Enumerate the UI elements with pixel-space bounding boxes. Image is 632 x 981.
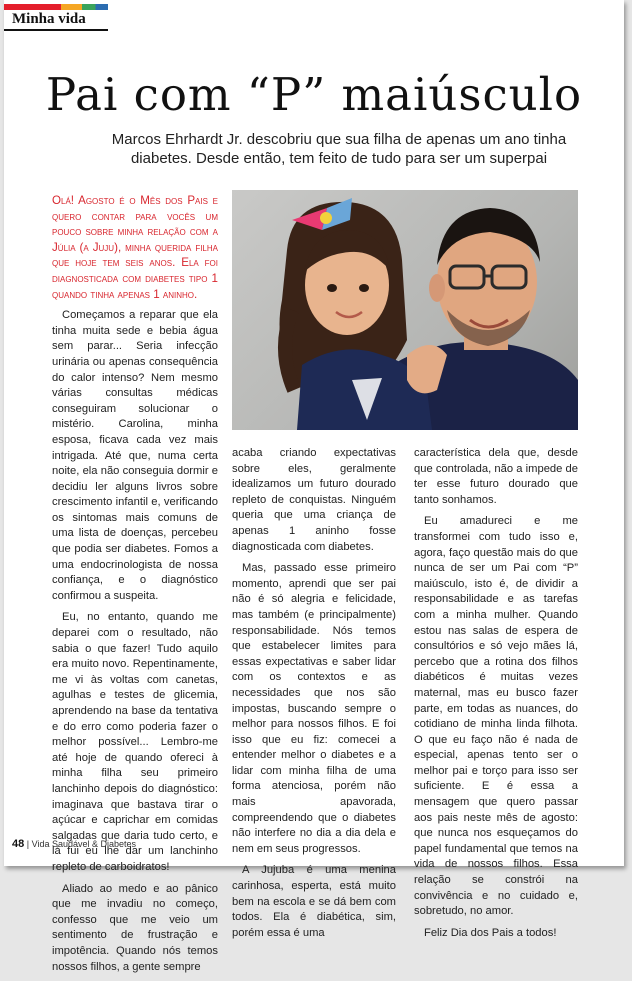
body-paragraph: Eu amadureci e me transformei com tudo isso e, agora, faço questão mais do que nunca de ser um Pai com “P” maiúsculo, isto é, de dividir a responsabilidade e as tarefas com a minha mulher. Quando estou nas salas de espera de consultórios e só vejo mães lá, percebo que a rotina dos filhos diabéticos é muitas vezes maternal, mas eu busco fazer parte, em todas as nuances, do cotidiano de minha linda filhota. O que eu faço não é nada de especial, apenas tento ser o melhor pai e torço para isso ser suficiente. E é essa a mensagem que quero passar aos pais neste mês de agosto: que nunca nos esqueçamos do papel fundamental que temos na vida de nossos filhos. Essa relação se constrói na convivência e no cuidado e, sobretudo, no amor. [414, 515, 578, 918]
article-title: Pai com “P” maiúsculo [45, 68, 583, 121]
body-paragraph: acaba criando expectativas sobre eles, geralmente idealizamos um futuro dourado repleto de conquistas. Ninguém queria que uma criança de apenas 1 aninho fosse diagnosticada com diabetes. [232, 447, 396, 553]
section-rule [4, 29, 108, 31]
text-column-1 [52, 193, 218, 981]
body-paragraph: Mas, passado esse primeiro momento, aprendi que ser pai não é só alegria e felicidade, mas também (e principalmente) responsabilidade. Nós temos que estabelecer limites para essas expectativas e saber lidar com os contextos e as necessidades que nos são impostas, buscando sempre o melhor para nossos filhos. E foi isso que eu fiz: comecei a entender melhor o diabetes e a lidar com minha filha de uma forma atenciosa, porém não mais apavorada, compreendendo que o diabetes não interfere no dia a dia dela e nem em seus progressos. [232, 562, 396, 855]
closing-line: Feliz Dia dos Pais a todos! [424, 926, 557, 939]
lead-paragraph: Olá! Agosto é o Mês dos Pais e quero contar para vocês um pouco sobre minha relação com a Júlia (a Juju), minha querida filha que hoje tem seis anos. Ela foi diagnosticada com diabetes tipo 1 quando tinha apenas 1 aninho. [52, 194, 218, 301]
body-paragraph: Começamos a reparar que ela tinha muita sede e bebia água sem parar... Seria infecção urinária ou apenas consequência do calor intenso? Nem mesmo várias consultas médicas conseguiram solucionar o mistério. Carolina, minha esposa, ficava cada vez mais intrigada. Até que, numa certa noite, ela não conseguia dormir e decidiu ler alguns livros sobre crescimento infantil e, verificando os sintomas mais comuns de uma lista de doenças, percebeu que podia ser diabetes. Fomos a uma endocrinologista de nossa confiança, e o diagnóstico confirmou a suspeita. [52, 309, 218, 602]
text-column-3 [414, 446, 578, 947]
magazine-name: | Vida Saudável & Diabetes [26, 839, 137, 849]
father-daughter-photo [232, 190, 578, 430]
body-paragraph: Eu, no entanto, quando me deparei com o resultado, não sabia o que fazer! Tudo aquilo era muito novo. Repentinamente, me vi às voltas com canetas, agulhas e testes de glicemia, aprendendo na base da tentativa e do erro como poderia fazer o melhor possível... Lembro-me até hoje de quando ofereci à minha filha seu primeiro lanchinho depois do diagnóstico: imaginava que bastava tirar o açúcar e caprichar em comidas salgadas que daria tudo certo, e lá fui eu lhe dar um lanchinho repleto de carboidratos! [52, 611, 218, 873]
text-column-2 [232, 446, 396, 947]
article-subtitle: Marcos Ehrhardt Jr. descobriu que sua filha de apenas um ano tinha diabetes. Desde então, tem feito de tudo para ser um superpai [111, 131, 567, 167]
section-tag [4, 4, 108, 31]
page-number: 48 [12, 838, 25, 850]
photo-illustration [232, 190, 578, 430]
page-footer [12, 838, 136, 850]
section-label: Minha vida [12, 11, 86, 27]
body-paragraph: característica dela que, desde que controlada, não a impede de ter esse futuro dourado que tanto sonhamos. [414, 447, 578, 506]
body-paragraph: A Jujuba é uma menina carinhosa, esperta, está muito bem na escola e se dá bem com todos. Ela é diabética, sim, porém essa é uma [232, 864, 396, 939]
body-paragraph: Aliado ao medo e ao pânico que me invadiu no começo, confesso que me veio um sentimento de frustração e impotência. Quando nós temos nossos filhos, a gente sempre [52, 882, 218, 973]
magazine-page [4, 0, 624, 973]
